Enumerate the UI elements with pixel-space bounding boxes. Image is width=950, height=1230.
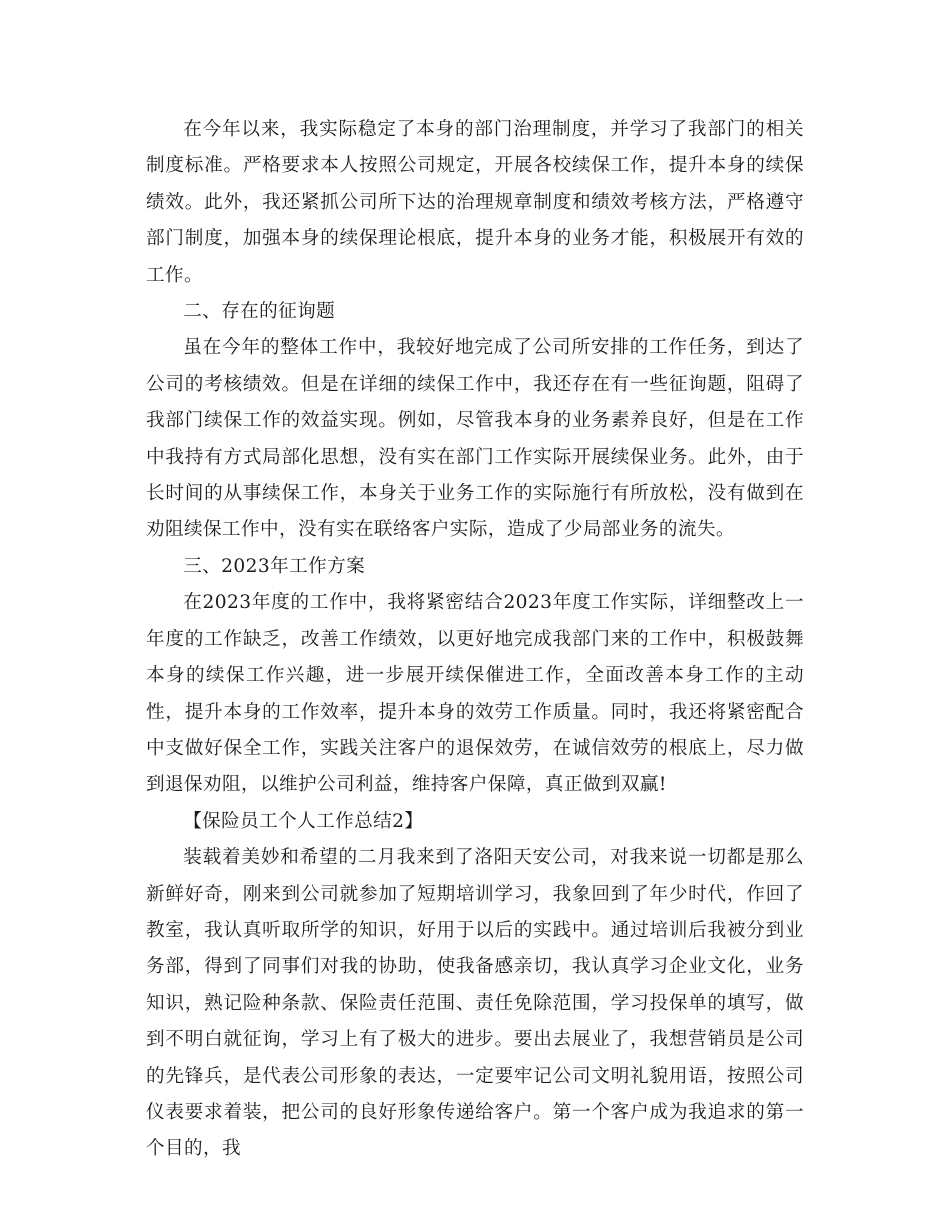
section-heading-summary-2: 【保险员工个人工作总结2】 [183,810,424,832]
section-heading-plan: 三、2023年工作方案 [183,555,366,577]
document-page [146,112,804,1168]
paragraph-problems: 虽在今年的整体工作中，我较好地完成了公司所安排的工作任务，到达了公司的考核绩效。但是在详细的续保工作中，我还存在有一些征询题，阻碍了我部门续保工作的效益实现。例如，尽管我本身的业务素养良好，但是在工作中我持有方式局部化思想，没有实在部门工作实际开展续保业务。此外，由于长时间的从事续保工作，本身关于业务工作的实际施行有所放松，没有做到在劝阻续保工作中，没有实在联络客户实际，造成了少局部业务的流失。 [146,337,804,541]
paragraph-plan: 在2023年度的工作中，我将紧密结合2023年度工作实际，详细整改上一年度的工作缺乏，改善工作绩效，以更好地完成我部门来的工作中，积极鼓舞本身的续保工作兴趣，进一步展开续保催进工作，全面改善本身工作的主动性，提升本身的工作效率，提升本身的效劳工作质量。同时，我还将紧密配合中支做好保全工作，实践关注客户的退保效劳，在诚信效劳的根底上，尽力做到退保劝阻，以维护公司利益，维持客户保障，真正做到双赢! [146,592,804,796]
paragraph-performance: 在今年以来，我实际稳定了本身的部门治理制度，并学习了我部门的相关制度标准。严格要求本人按照公司规定，开展各校续保工作，提升本身的续保绩效。此外，我还紧抓公司所下达的治理规章制度和绩效考核方法，严格遵守部门制度，加强本身的续保理论根底，提升本身的业务才能，积极展开有效的工作。 [146,119,804,286]
section-heading-problems: 二、存在的征询题 [183,301,336,323]
paragraph-summary-2: 装载着美妙和希望的二月我来到了洛阳天安公司，对我来说一切都是那么新鲜好奇，刚来到公司就参加了短期培训学习，我象回到了年少时代，作回了教室，我认真听取所学的知识，好用于以后的实践中。通过培训后我被分到业务部，得到了同事们对我的协助，使我备感亲切，我认真学习企业文化，业务知识，熟记险种条款、保险责任范围、责任免除范围，学习投保单的填写，做到不明白就征询，学习上有了极大的进步。要出去展业了，我想营销员是公司的先锋兵，是代表公司形象的表达，一定要牢记公司文明礼貌用语，按照公司仪表要求着装，把公司的良好形象传递给客户。第一个客户成为我追求的第一个目的，我 [146,847,804,1160]
